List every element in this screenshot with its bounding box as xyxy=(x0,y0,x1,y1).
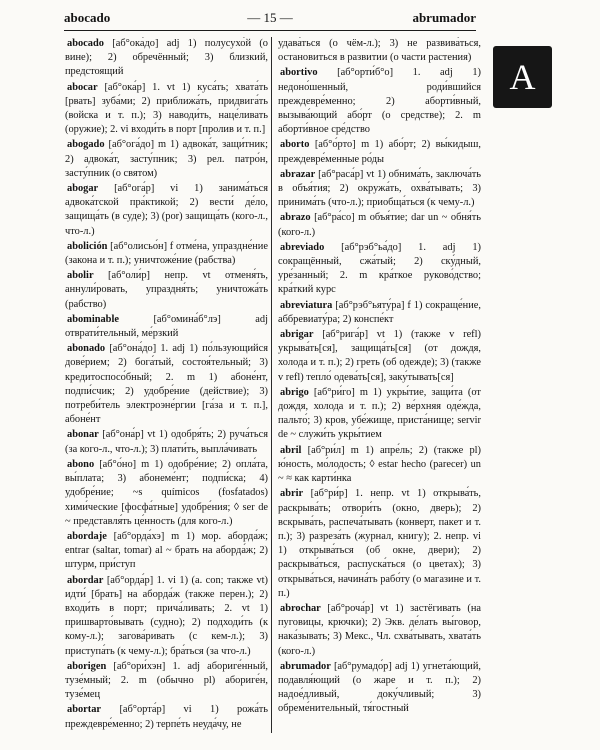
entry-headword: abril xyxy=(280,444,302,456)
dictionary-entry xyxy=(278,602,481,659)
dictionary-entry xyxy=(278,241,481,298)
entry-headword: abrigo xyxy=(280,386,309,398)
entry-definition: [аб°омина́б°лэ] adj отврати́тельный, ме́рзкий xyxy=(65,313,268,340)
dictionary-entry xyxy=(65,182,268,239)
dictionary-entry xyxy=(65,138,268,181)
running-head-left: abocado xyxy=(64,10,111,25)
entry-definition: [аб°олисьо́н] f отме́на, упраздне́ние (закона и т. п.); уничтоже́ние (рабства) xyxy=(65,240,268,267)
entry-definition: [аб°ори́хэн] 1. adj абориге́нный, тузе́мный; 2. m (обычно pl) абориге́н, тузе́мец xyxy=(65,660,268,701)
page-header xyxy=(64,10,476,28)
column-divider xyxy=(271,37,272,733)
dictionary-entry xyxy=(278,211,481,239)
entry-headword: abono xyxy=(67,458,95,470)
dictionary-entry xyxy=(278,444,481,487)
entry-definition: [аб°ри́го] m 1) укры́тие, защи́та (от дождя, холода и т. п.); 2) ве́рхняя оде́жда, пальто́; 3) кров, убе́жище, приста́нище; servir de ~ служи́ть укры́тием xyxy=(278,386,481,441)
entry-definition: [аб°орда́хэ] m 1) мор. аборда́ж; entrar (saltar, tomar) al ~ брать на аборда́ж; 2) штурм, при́ступ xyxy=(65,530,268,571)
entry-definition: [аб°рэб°ьа́до] 1. adj 1) сокращённый, сжа́тый; 2) ску́дный, уре́занный; 2. m кра́ткое руково́дство; кра́ткий курс xyxy=(278,241,481,296)
dictionary-entry xyxy=(278,66,481,137)
letter-index-tab: A xyxy=(493,46,552,108)
dictionary-entry xyxy=(65,458,268,529)
entry-definition: [аб°румадо́р] adj 1) угнета́ющий, подавля́ющий (о жаре и т. п.); 2) надое́дливый, доку́чливый; 3) обреме́нительный, тя́гостный xyxy=(278,660,481,715)
dictionary-entry xyxy=(65,269,268,312)
entry-definition: удава́ться (о чём-л.); 3) не развива́ться, остановиться в развитии (о части растения) xyxy=(278,38,481,64)
entry-definition: [аб°рига́р] vt 1) (также v refl) укрыва́ть[ся], защища́ть[ся] (от дождя, холода и т. п.); 2) греть (об одежде); 3) (также v refl) тепло́ одева́ть[ся], заку́тывать[ся] xyxy=(278,329,481,383)
dictionary-entry xyxy=(278,168,481,211)
entry-definition: [аб°орда́р] 1. vi 1) (a. con; также vt) идти́ [брать] на аборда́ж (также перен.); 2) входи́ть в порт; прича́ливать; 2. vt 1) пришварто́вывать (судно); 2) подходи́ть (к кому-л.); загова́ривать (с кем-л.); 3) приступа́ть (к чему-л.); бра́ться (за что-л.) xyxy=(65,574,268,657)
entry-headword: abrazar xyxy=(280,168,316,180)
right-column xyxy=(278,37,481,737)
entry-headword: abolición xyxy=(67,240,108,252)
entry-headword: abrochar xyxy=(280,602,321,614)
entry-continuation xyxy=(278,37,481,65)
entry-headword: abordaje xyxy=(67,530,107,542)
entry-headword: abocado xyxy=(67,38,104,49)
entry-definition: [аб°она́р] vt 1) одобря́ть; 2) руча́ться (за кого-л., что-л.); 3) плати́ть, выпла́чивать xyxy=(65,429,268,455)
dictionary-entry xyxy=(278,138,481,166)
entry-headword: abolir xyxy=(67,270,94,282)
entry-definition: [аб°орти́б°о] 1. adj 1) недоно́шенный, роди́вшийся преждевре́менно; 2) аборти́вный, вызыва́ющий або́рт (о средстве); 2. m аборти́вное сре́дство xyxy=(278,67,481,136)
dictionary-entry xyxy=(65,703,268,731)
dictionary-entry xyxy=(65,37,268,80)
entry-definition: [аб°ри́р] 1. непр. vt 1) открыва́ть, раскрыва́ть; отвори́ть (окно, дверь); 2) вскрыва́ть, распеча́тывать (конверт, пакет и т. п.); 3) разреза́ть (журнал, книгу); 2. непр. vi 1) открыва́ться (об окне, двери); 2) раскрыва́ться, распуска́ться (о цветах); 3) открыва́ться, начина́ть рабо́ту (о магазине и т. п.) xyxy=(278,488,481,599)
entry-headword: aborigen xyxy=(67,660,107,672)
entry-definition: [аб°ока́до] adj 1) полусухо́й (о вине); 2) обречённый; 3) близкий, предстоящий xyxy=(65,38,268,78)
entry-definition: [аб°ока́р] 1. vt 1) куса́ть; хвата́ть [рвать] зуба́ми; 2) приближа́ть, придвига́ть (войска и т. п.); 3) наводи́ть, наце́ливать (оружие); 2. vi входи́ть в порт [пролив и т. п.] xyxy=(65,81,268,136)
entry-definition: [аб°орта́р] vi 1) рожа́ть преждевре́менно; 2) терпе́ть неуда́чу, не xyxy=(65,704,268,730)
entry-definition: [аб°роча́р] vt 1) застёгивать (на пуговицы, крючки); 2) Экв. де́лать вы́говор, нака́зывать; 3) Мекс., Чл. схва́тывать, хвата́ть (кого-л.) xyxy=(278,602,481,657)
entry-headword: abocar xyxy=(67,81,98,93)
entry-definition: [аб°рэб°ьяту́ра] f 1) сокраще́ние, аббревиату́ра; 2) конспе́кт xyxy=(278,299,481,325)
entry-headword: abrir xyxy=(280,488,304,500)
header-rule xyxy=(64,30,476,31)
entry-headword: abrigar xyxy=(280,329,314,341)
entry-definition: [аб°оли́р] непр. vt отменя́ть, аннули́ровать, упраздня́ть; уничтожа́ть (рабство) xyxy=(65,270,268,310)
entry-headword: abortivo xyxy=(280,67,318,79)
dictionary-entry xyxy=(65,530,268,573)
dictionary-entry xyxy=(65,240,268,268)
dictionary-entry xyxy=(65,313,268,341)
entry-definition: [аб°раса́р] vt 1) обнима́ть, заключа́ть в объя́тия; 2) окружа́ть, охва́тывать; 3) принима́ть (что-л.); приобща́ться (к чему-л.) xyxy=(278,168,481,209)
left-column xyxy=(65,37,268,737)
entry-headword: abreviatura xyxy=(280,299,333,311)
dictionary-entry xyxy=(278,660,481,717)
dictionary-entry xyxy=(65,342,268,427)
entry-headword: abonado xyxy=(67,343,106,355)
dictionary-entry xyxy=(65,660,268,703)
entry-headword: abrazo xyxy=(280,212,311,224)
entry-definition: [аб°ри́л] m 1) апре́ль; 2) (также pl) ю́ность, мо́лодость; ◊ estar hecho (parecer) un ~ ≈ как карти́нка xyxy=(278,444,481,485)
entry-headword: abogado xyxy=(67,139,105,151)
entry-headword: abonar xyxy=(67,429,99,441)
entry-headword: abogar xyxy=(67,183,99,195)
running-head-right: abrumador xyxy=(412,10,476,25)
entry-definition: [аб°о́но] m 1) одобре́ние; 2) опла́та, вы́плата; 3) абонеме́нт; подпи́ска; 4) удобре́ние; ~s químicos (fosfatados) хими́ческие [фосфа́тные] удобре́ния; ◊ ser de ~ представля́ть це́нность (для кого-л.) xyxy=(65,458,268,527)
entry-definition: [аб°ога́р] vi 1) занима́ться адвока́тской пра́ктикой; 2) вести́ де́ло, защища́ть (в суде); 3) (por) защища́ть (кого-л., что-л.) xyxy=(65,183,268,237)
entry-definition: [аб°о́рто] m 1) або́рт; 2) вы́кидыш, преждевре́менные ро́ды xyxy=(278,139,481,165)
entry-definition: [аб°ра́со] m объя́тие; dar un ~ обня́ть (кого-л.) xyxy=(278,212,481,238)
dictionary-entry xyxy=(278,386,481,443)
dictionary-entry xyxy=(65,81,268,138)
entry-headword: abreviado xyxy=(280,241,325,253)
entry-definition: [аб°она́до] 1. adj 1) по́льзующийся дове́рием; 2) бога́тый, состоя́тельный; 3) кредитоспосо́бный; 2. m 1) абоне́нт, подпи́счик; 2) удобре́ние (действие); 3) потреби́тель электроэне́ргии [га́за и т. п.], абоне́нт xyxy=(65,343,268,426)
dictionary-entry xyxy=(278,487,481,601)
entry-headword: aborto xyxy=(280,139,310,151)
entry-headword: abordar xyxy=(67,574,104,586)
page-number: — 15 — xyxy=(247,10,293,25)
entry-headword: abominable xyxy=(67,313,119,325)
dictionary-entry xyxy=(65,428,268,456)
dictionary-entry xyxy=(278,328,481,385)
entry-headword: abortar xyxy=(67,704,102,716)
entry-definition: [аб°ога́до] m 1) адвока́т, защи́тник; 2) адвока́т, засту́пник; 3) рел. патро́н, засту́пник (о святом) xyxy=(65,139,268,179)
dictionary-entry xyxy=(278,299,481,327)
entry-headword: abrumador xyxy=(280,660,331,672)
dictionary-entry xyxy=(65,574,268,659)
